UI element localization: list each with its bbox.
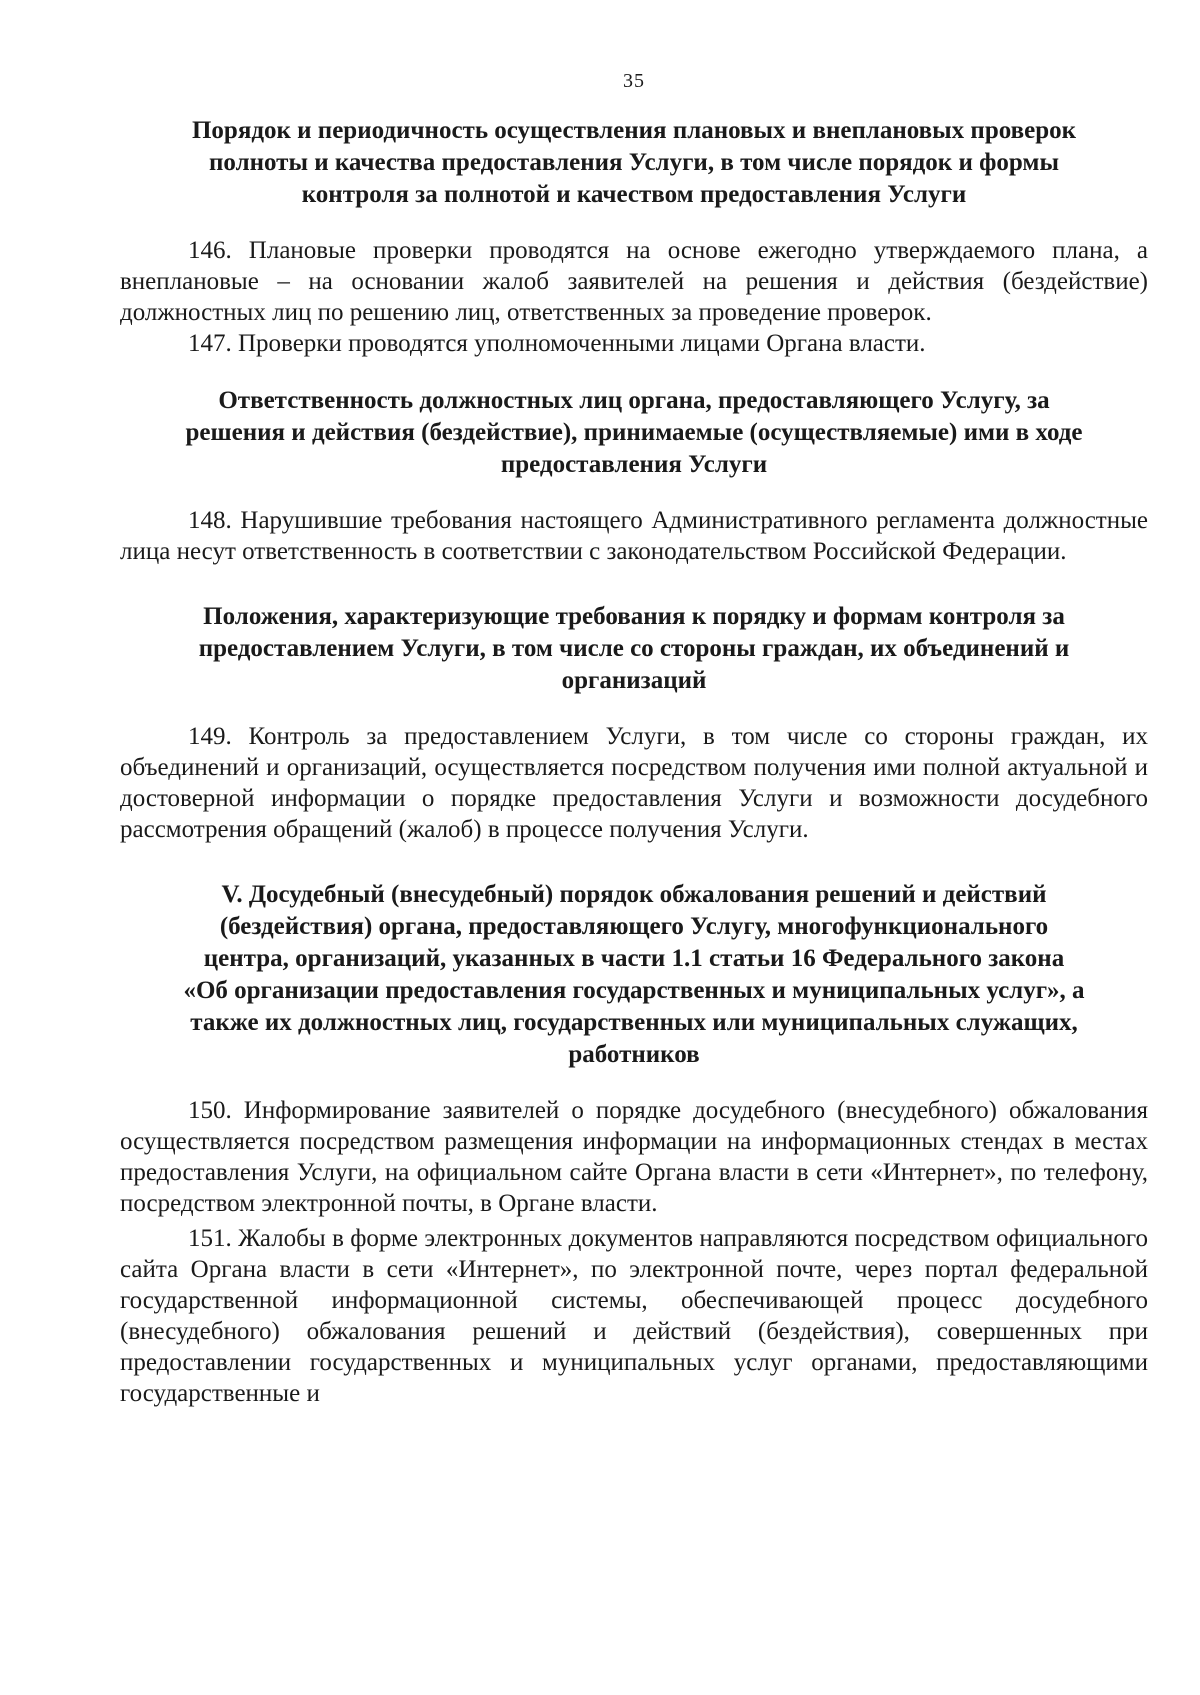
heading-line: Порядок и периодичность осуществления плановых и внеплановых проверок [191,117,1077,144]
page-number: 35 [623,70,645,92]
section-heading [120,601,1148,697]
section-heading [120,385,1148,481]
heading-line: «Об организации предоставления государственных и муниципальных услуг», а [183,977,1085,1004]
section-heading [120,115,1148,211]
heading-line: предоставлением Услуги, в том числе со стороны граждан, их объединений и [198,635,1070,662]
section-control-requirements [120,601,1148,845]
heading-line: работников [568,1041,700,1068]
heading-line: полноты и качества предоставления Услуги, в том числе порядок и формы [209,149,1059,176]
section-heading [120,879,1148,1071]
paragraph-151: 151. Жалобы в форме электронных документов направляются посредством официального сайта Органа власти в сети «Интернет», по электронной почте, через портал федеральной государственной информационной системы, обеспечивающей процесс досудебного (внесудебного) обжалования решений и действий (бездействия), совершенных при предоставлении государственных и муниципальных услуг органами, предоставляющими государственные и [120,1225,1148,1407]
section-appeal-procedure [120,879,1148,1409]
heading-line: центра, организаций, указанных в части 1.1 статьи 16 Федерального закона [203,945,1065,972]
paragraph-148: 148. Нарушившие требования настоящего Административного регламента должностные лица несут ответственность в соответствии с законодательством Российской Федерации. [120,507,1148,565]
heading-line: организаций [561,667,707,694]
heading-line: контроля за полнотой и качеством предоставления Услуги [301,181,967,208]
section-responsibility [120,385,1148,567]
paragraph-150: 150. Информирование заявителей о порядке досудебного (внесудебного) обжалования осуществляется посредством размещения информации на информационных стендах в местах предоставления Услуги, на официальном сайте Органа власти в сети «Интернет», по телефону, посредством электронной почты, в Органе власти. [120,1097,1148,1217]
heading-line: решения и действия (бездействие), принимаемые (осуществляемые) ими в ходе [185,419,1083,446]
section-inspections [120,115,1148,359]
paragraph-149: 149. Контроль за предоставлением Услуги, в том числе со стороны граждан, их объединений и организаций, осуществляется посредством получения ими полной актуальной и достоверной информации о порядке предоставления Услуги и возможности досудебного рассмотрения обращений (жалоб) в процессе получения Услуги. [120,723,1148,843]
heading-line: также их должностных лиц, государственных или муниципальных служащих, [190,1009,1078,1036]
heading-line: (бездействия) органа, предоставляющего Услугу, многофункционального [219,913,1049,940]
paragraph-147: 147. Проверки проводятся уполномоченными лицами Органа власти. [188,330,926,357]
heading-line: предоставления Услуги [500,451,768,478]
heading-line: V. Досудебный (внесудебный) порядок обжалования решений и действий [221,881,1047,908]
heading-line: Ответственность должностных лиц органа, предоставляющего Услугу, за [218,387,1050,414]
document-page [120,70,1148,1409]
heading-line: Положения, характеризующие требования к порядку и формам контроля за [203,603,1065,630]
paragraph-146: 146. Плановые проверки проводятся на основе ежегодно утверждаемого плана, а внеплановые – на основании жалоб заявителей на решения и действия (бездействие) должностных лиц по решению лиц, ответственных за проведение проверок. [120,237,1148,326]
